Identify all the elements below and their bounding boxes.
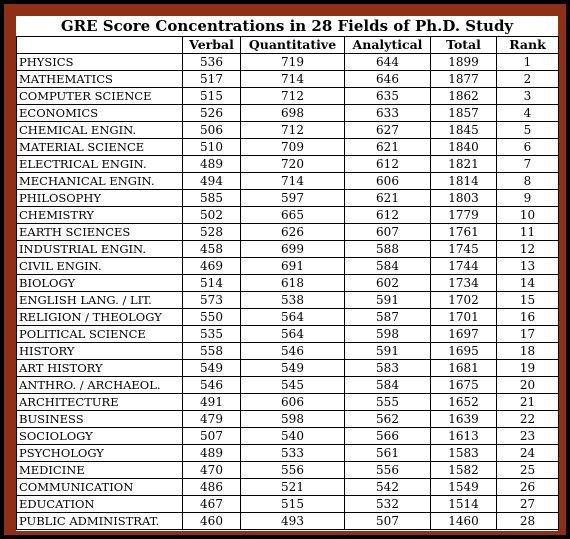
table-row [17, 190, 559, 207]
quantitative-score: 545 [241, 377, 345, 394]
field-name: ANTHRO. / ARCHAEOL. [17, 377, 183, 394]
header-analytical: Analytical [345, 37, 431, 54]
total-score: 1803 [431, 190, 497, 207]
quantitative-score: 665 [241, 207, 345, 224]
verbal-score: 460 [183, 513, 241, 530]
field-name: ENGLISH LANG. / LIT. [17, 292, 183, 309]
total-score: 1821 [431, 156, 497, 173]
total-score: 1857 [431, 105, 497, 122]
quantitative-score: 556 [241, 462, 345, 479]
rank: 8 [497, 173, 559, 190]
table-row [17, 241, 559, 258]
total-score: 1549 [431, 479, 497, 496]
quantitative-score: 564 [241, 309, 345, 326]
verbal-score: 458 [183, 241, 241, 258]
field-name: SOCIOLOGY [17, 428, 183, 445]
table-row [17, 309, 559, 326]
verbal-score: 494 [183, 173, 241, 190]
verbal-score: 502 [183, 207, 241, 224]
field-name: EDUCATION [17, 496, 183, 513]
rank: 26 [497, 479, 559, 496]
field-name: EARTH SCIENCES [17, 224, 183, 241]
quantitative-score: 719 [241, 54, 345, 71]
total-score: 1745 [431, 241, 497, 258]
total-score: 1744 [431, 258, 497, 275]
verbal-score: 585 [183, 190, 241, 207]
analytical-score: 556 [345, 462, 431, 479]
table-row [17, 360, 559, 377]
analytical-score: 588 [345, 241, 431, 258]
quantitative-score: 549 [241, 360, 345, 377]
analytical-score: 598 [345, 326, 431, 343]
table-row [17, 428, 559, 445]
table-row [17, 122, 559, 139]
field-name: CHEMICAL ENGIN. [17, 122, 183, 139]
table-row [17, 377, 559, 394]
verbal-score: 507 [183, 428, 241, 445]
field-name: INDUSTRIAL ENGIN. [17, 241, 183, 258]
verbal-score: 491 [183, 394, 241, 411]
rank: 22 [497, 411, 559, 428]
analytical-score: 635 [345, 88, 431, 105]
total-score: 1779 [431, 207, 497, 224]
rank: 15 [497, 292, 559, 309]
rank: 25 [497, 462, 559, 479]
total-score: 1761 [431, 224, 497, 241]
analytical-score: 606 [345, 173, 431, 190]
quantitative-score: 714 [241, 71, 345, 88]
quantitative-score: 618 [241, 275, 345, 292]
total-score: 1460 [431, 513, 497, 530]
rank: 11 [497, 224, 559, 241]
rank: 10 [497, 207, 559, 224]
table-row [17, 224, 559, 241]
quantitative-score: 712 [241, 88, 345, 105]
rank: 7 [497, 156, 559, 173]
field-name: MEDICINE [17, 462, 183, 479]
field-name: MATHEMATICS [17, 71, 183, 88]
quantitative-score: 597 [241, 190, 345, 207]
total-score: 1675 [431, 377, 497, 394]
total-score: 1899 [431, 54, 497, 71]
rank: 20 [497, 377, 559, 394]
quantitative-score: 564 [241, 326, 345, 343]
table-row [17, 173, 559, 190]
field-name: PSYCHOLOGY [17, 445, 183, 462]
page-title: GRE Score Concentrations in 28 Fields of Ph.D. Study [60, 17, 514, 35]
rank: 2 [497, 71, 559, 88]
table-row [17, 105, 559, 122]
verbal-score: 546 [183, 377, 241, 394]
verbal-score: 535 [183, 326, 241, 343]
header-field [17, 37, 183, 54]
analytical-score: 621 [345, 190, 431, 207]
total-score: 1652 [431, 394, 497, 411]
rank: 1 [497, 54, 559, 71]
field-name: CHEMISTRY [17, 207, 183, 224]
quantitative-score: 709 [241, 139, 345, 156]
field-name: ECONOMICS [17, 105, 183, 122]
analytical-score: 507 [345, 513, 431, 530]
analytical-score: 587 [345, 309, 431, 326]
verbal-score: 486 [183, 479, 241, 496]
quantitative-score: 714 [241, 173, 345, 190]
quantitative-score: 521 [241, 479, 345, 496]
total-score: 1697 [431, 326, 497, 343]
analytical-score: 584 [345, 258, 431, 275]
verbal-score: 470 [183, 462, 241, 479]
field-name: BIOLOGY [17, 275, 183, 292]
table-row [17, 156, 559, 173]
document-paper [16, 16, 558, 531]
verbal-score: 573 [183, 292, 241, 309]
table-row [17, 139, 559, 156]
table-row [17, 292, 559, 309]
rank: 5 [497, 122, 559, 139]
verbal-score: 469 [183, 258, 241, 275]
rank: 19 [497, 360, 559, 377]
quantitative-score: 626 [241, 224, 345, 241]
analytical-score: 644 [345, 54, 431, 71]
table-row [17, 326, 559, 343]
table-row [17, 275, 559, 292]
analytical-score: 612 [345, 207, 431, 224]
verbal-score: 506 [183, 122, 241, 139]
table-row [17, 445, 559, 462]
field-name: ARCHITECTURE [17, 394, 183, 411]
table-row [17, 513, 559, 530]
rank: 27 [497, 496, 559, 513]
analytical-score: 542 [345, 479, 431, 496]
field-name: CIVIL ENGIN. [17, 258, 183, 275]
table-row [17, 71, 559, 88]
header-quantitative: Quantitative [241, 37, 345, 54]
verbal-score: 467 [183, 496, 241, 513]
table-row [17, 207, 559, 224]
verbal-score: 514 [183, 275, 241, 292]
quantitative-score: 699 [241, 241, 345, 258]
quantitative-score: 515 [241, 496, 345, 513]
total-score: 1701 [431, 309, 497, 326]
document-frame [4, 4, 566, 535]
analytical-score: 562 [345, 411, 431, 428]
field-name: PHILOSOPHY [17, 190, 183, 207]
analytical-score: 561 [345, 445, 431, 462]
field-name: POLITICAL SCIENCE [17, 326, 183, 343]
total-score: 1514 [431, 496, 497, 513]
table-row [17, 88, 559, 105]
table-body [17, 54, 559, 530]
verbal-score: 479 [183, 411, 241, 428]
total-score: 1702 [431, 292, 497, 309]
rank: 23 [497, 428, 559, 445]
field-name: ELECTRICAL ENGIN. [17, 156, 183, 173]
quantitative-score: 712 [241, 122, 345, 139]
quantitative-score: 538 [241, 292, 345, 309]
table-row [17, 462, 559, 479]
total-score: 1814 [431, 173, 497, 190]
total-score: 1583 [431, 445, 497, 462]
rank: 4 [497, 105, 559, 122]
total-score: 1845 [431, 122, 497, 139]
rank: 14 [497, 275, 559, 292]
field-name: BUSINESS [17, 411, 183, 428]
quantitative-score: 698 [241, 105, 345, 122]
analytical-score: 621 [345, 139, 431, 156]
total-score: 1695 [431, 343, 497, 360]
table-row [17, 258, 559, 275]
field-name: COMPUTER SCIENCE [17, 88, 183, 105]
analytical-score: 583 [345, 360, 431, 377]
quantitative-score: 540 [241, 428, 345, 445]
score-table [16, 36, 559, 530]
rank: 18 [497, 343, 559, 360]
rank: 21 [497, 394, 559, 411]
table-row [17, 479, 559, 496]
verbal-score: 549 [183, 360, 241, 377]
table-row [17, 496, 559, 513]
analytical-score: 607 [345, 224, 431, 241]
header-verbal: Verbal [183, 37, 241, 54]
total-score: 1877 [431, 71, 497, 88]
field-name: MECHANICAL ENGIN. [17, 173, 183, 190]
total-score: 1840 [431, 139, 497, 156]
quantitative-score: 606 [241, 394, 345, 411]
analytical-score: 627 [345, 122, 431, 139]
field-name: PUBLIC ADMINISTRAT. [17, 513, 183, 530]
field-name: PHYSICS [17, 54, 183, 71]
rank: 6 [497, 139, 559, 156]
quantitative-score: 546 [241, 343, 345, 360]
quantitative-score: 691 [241, 258, 345, 275]
quantitative-score: 720 [241, 156, 345, 173]
field-name: ART HISTORY [17, 360, 183, 377]
total-score: 1639 [431, 411, 497, 428]
analytical-score: 602 [345, 275, 431, 292]
quantitative-score: 533 [241, 445, 345, 462]
verbal-score: 489 [183, 156, 241, 173]
table-row [17, 411, 559, 428]
total-score: 1734 [431, 275, 497, 292]
total-score: 1862 [431, 88, 497, 105]
verbal-score: 515 [183, 88, 241, 105]
verbal-score: 528 [183, 224, 241, 241]
total-score: 1582 [431, 462, 497, 479]
rank: 28 [497, 513, 559, 530]
verbal-score: 526 [183, 105, 241, 122]
rank: 13 [497, 258, 559, 275]
rank: 3 [497, 88, 559, 105]
table-header-row [17, 37, 559, 54]
verbal-score: 489 [183, 445, 241, 462]
analytical-score: 584 [345, 377, 431, 394]
rank: 17 [497, 326, 559, 343]
verbal-score: 558 [183, 343, 241, 360]
rank: 24 [497, 445, 559, 462]
verbal-score: 517 [183, 71, 241, 88]
analytical-score: 591 [345, 343, 431, 360]
table-row [17, 343, 559, 360]
analytical-score: 612 [345, 156, 431, 173]
analytical-score: 555 [345, 394, 431, 411]
verbal-score: 550 [183, 309, 241, 326]
rank: 12 [497, 241, 559, 258]
table-row [17, 54, 559, 71]
quantitative-score: 598 [241, 411, 345, 428]
verbal-score: 536 [183, 54, 241, 71]
rank: 16 [497, 309, 559, 326]
total-score: 1681 [431, 360, 497, 377]
field-name: HISTORY [17, 343, 183, 360]
analytical-score: 532 [345, 496, 431, 513]
analytical-score: 633 [345, 105, 431, 122]
analytical-score: 646 [345, 71, 431, 88]
analytical-score: 591 [345, 292, 431, 309]
quantitative-score: 493 [241, 513, 345, 530]
field-name: COMMUNICATION [17, 479, 183, 496]
field-name: MATERIAL SCIENCE [17, 139, 183, 156]
analytical-score: 566 [345, 428, 431, 445]
field-name: RELIGION / THEOLOGY [17, 309, 183, 326]
header-rank: Rank [497, 37, 559, 54]
rank: 9 [497, 190, 559, 207]
verbal-score: 510 [183, 139, 241, 156]
total-score: 1613 [431, 428, 497, 445]
table-row [17, 394, 559, 411]
header-total: Total [431, 37, 497, 54]
